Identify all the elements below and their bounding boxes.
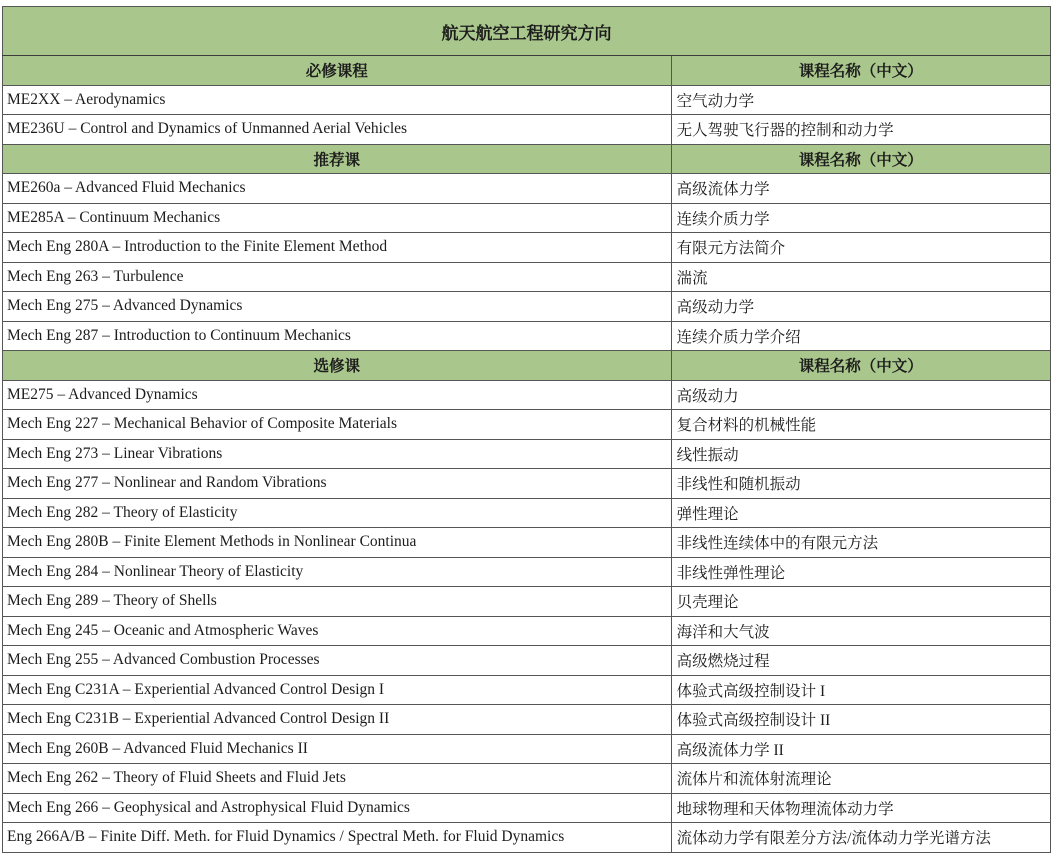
course-name-zh: 空气动力学 (671, 85, 1050, 115)
course-name-zh: 复合材料的机械性能 (671, 410, 1050, 440)
course-title-en: ME2XX – Aerodynamics (3, 85, 672, 115)
course-name-zh: 海洋和大气波 (671, 616, 1050, 646)
course-title-en: Mech Eng C231A – Experiential Advanced Control Design I (3, 675, 672, 705)
course-name-zh: 高级流体力学 (671, 174, 1050, 204)
course-table (2, 6, 1051, 853)
course-name-zh: 地球物理和天体物理流体动力学 (671, 793, 1050, 823)
course-title-en: Mech Eng 273 – Linear Vibrations (3, 439, 672, 469)
course-name-zh: 线性振动 (671, 439, 1050, 469)
course-title-en: ME285A – Continuum Mechanics (3, 203, 672, 233)
course-name-zh: 无人驾驶飞行器的控制和动力学 (671, 115, 1050, 145)
table-row (3, 321, 1051, 351)
column-header-zh: 课程名称（中文） (671, 56, 1050, 86)
table-row (3, 233, 1051, 263)
course-name-zh: 湍流 (671, 262, 1050, 292)
section-header-row (3, 351, 1051, 381)
table-row (3, 734, 1051, 764)
section-header-label: 必修课程 (3, 56, 672, 86)
course-title-en: ME275 – Advanced Dynamics (3, 380, 672, 410)
course-name-zh: 高级燃烧过程 (671, 646, 1050, 676)
table-row (3, 498, 1051, 528)
course-title-en: Mech Eng 277 – Nonlinear and Random Vibrations (3, 469, 672, 499)
course-title-en: Mech Eng 289 – Theory of Shells (3, 587, 672, 617)
course-name-zh: 连续介质力学介绍 (671, 321, 1050, 351)
table-row (3, 439, 1051, 469)
course-title-en: Mech Eng 266 – Geophysical and Astrophysical Fluid Dynamics (3, 793, 672, 823)
course-name-zh: 高级流体力学 II (671, 734, 1050, 764)
course-name-zh: 非线性连续体中的有限元方法 (671, 528, 1050, 558)
table-row (3, 262, 1051, 292)
course-name-zh: 体验式高级控制设计 I (671, 675, 1050, 705)
course-title-en: Mech Eng 260B – Advanced Fluid Mechanics II (3, 734, 672, 764)
column-header-zh: 课程名称（中文） (671, 351, 1050, 381)
table-row (3, 115, 1051, 145)
course-title-en: ME236U – Control and Dynamics of Unmanned Aerial Vehicles (3, 115, 672, 145)
table-row (3, 823, 1051, 853)
course-title-en: Mech Eng 282 – Theory of Elasticity (3, 498, 672, 528)
course-title-en: Eng 266A/B – Finite Diff. Meth. for Fluid Dynamics / Spectral Meth. for Fluid Dynamics (3, 823, 672, 853)
course-name-zh: 流体片和流体射流理论 (671, 764, 1050, 794)
column-header-zh: 课程名称（中文） (671, 144, 1050, 174)
table-row (3, 793, 1051, 823)
table-row (3, 616, 1051, 646)
table-title-row (3, 7, 1051, 56)
course-name-zh: 高级动力 (671, 380, 1050, 410)
section-header-label: 选修课 (3, 351, 672, 381)
table-row (3, 174, 1051, 204)
course-name-zh: 非线性弹性理论 (671, 557, 1050, 587)
course-title-en: Mech Eng 275 – Advanced Dynamics (3, 292, 672, 322)
course-title-en: Mech Eng 287 – Introduction to Continuum Mechanics (3, 321, 672, 351)
course-name-zh: 高级动力学 (671, 292, 1050, 322)
table-row (3, 380, 1051, 410)
course-name-zh: 流体动力学有限差分方法/流体动力学光谱方法 (671, 823, 1050, 853)
course-title-en: Mech Eng 255 – Advanced Combustion Processes (3, 646, 672, 676)
course-name-zh: 非线性和随机振动 (671, 469, 1050, 499)
course-title-en: Mech Eng 263 – Turbulence (3, 262, 672, 292)
section-header-row (3, 56, 1051, 86)
table-row (3, 675, 1051, 705)
course-title-en: ME260a – Advanced Fluid Mechanics (3, 174, 672, 204)
table-row (3, 646, 1051, 676)
section-header-label: 推荐课 (3, 144, 672, 174)
table-row (3, 528, 1051, 558)
table-row (3, 764, 1051, 794)
table-row (3, 705, 1051, 735)
course-name-zh: 有限元方法简介 (671, 233, 1050, 263)
table-row (3, 85, 1051, 115)
course-title-en: Mech Eng 262 – Theory of Fluid Sheets and Fluid Jets (3, 764, 672, 794)
course-title-en: Mech Eng 284 – Nonlinear Theory of Elasticity (3, 557, 672, 587)
course-title-en: Mech Eng 280B – Finite Element Methods in Nonlinear Continua (3, 528, 672, 558)
course-title-en: Mech Eng 227 – Mechanical Behavior of Composite Materials (3, 410, 672, 440)
course-name-zh: 贝壳理论 (671, 587, 1050, 617)
table-row (3, 469, 1051, 499)
course-name-zh: 弹性理论 (671, 498, 1050, 528)
table-row (3, 587, 1051, 617)
course-title-en: Mech Eng 245 – Oceanic and Atmospheric Waves (3, 616, 672, 646)
course-title-en: Mech Eng 280A – Introduction to the Finite Element Method (3, 233, 672, 263)
section-header-row (3, 144, 1051, 174)
course-title-en: Mech Eng C231B – Experiential Advanced Control Design II (3, 705, 672, 735)
table-row (3, 557, 1051, 587)
table-row (3, 203, 1051, 233)
table-title: 航天航空工程研究方向 (3, 7, 1051, 56)
course-name-zh: 连续介质力学 (671, 203, 1050, 233)
table-row (3, 410, 1051, 440)
table-row (3, 292, 1051, 322)
course-name-zh: 体验式高级控制设计 II (671, 705, 1050, 735)
